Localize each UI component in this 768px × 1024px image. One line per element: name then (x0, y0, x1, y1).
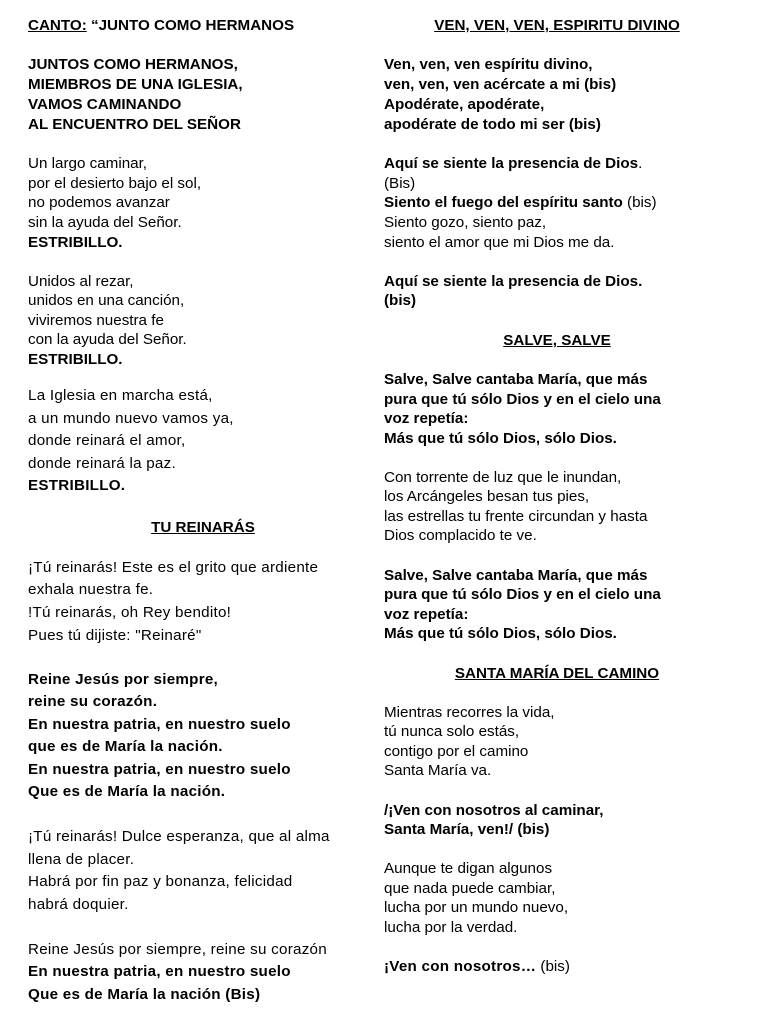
verse-line: habrá doquier. (28, 896, 129, 913)
presence-line (384, 154, 642, 174)
verse-line: llena de placer. (28, 851, 135, 868)
verse-line: Siento gozo, siento paz, (384, 214, 547, 231)
chorus-line: Ven, ven, ven espíritu divino, (384, 56, 593, 73)
verse-line: contigo por el camino (384, 743, 529, 760)
verse-line: no podemos avanzar (28, 194, 170, 211)
chorus-line: En nuestra patria, en nuestro suelo (28, 716, 291, 733)
verse-line: lucha por la verdad. (384, 919, 518, 936)
chorus-line: Más que tú sólo Dios, sólo Dios. (384, 625, 617, 642)
chorus-line: MIEMBROS DE UNA IGLESIA, (28, 76, 243, 93)
verse-line: Un largo caminar, (28, 155, 148, 172)
chorus-line: pura que tú sólo Dios y en el cielo una (384, 586, 661, 603)
section-title-santa-maria: SANTA MARÍA DEL CAMINO (454, 665, 660, 682)
verse-line: ¡Tú reinarás! Este es el grito que ardiente (28, 559, 319, 576)
chorus-line: /¡Ven con nosotros al caminar, (384, 802, 604, 819)
verse-line: Con torrente de luz que le inundan, (384, 469, 622, 486)
verse-line: exhala nuestra fe. (28, 581, 154, 598)
chorus-line: En nuestra patria, en nuestro suelo (28, 761, 291, 778)
chorus-line: Reine Jesús por siempre, (28, 671, 219, 688)
estribillo-label: ESTRIBILLO. (28, 477, 126, 494)
presence-line: Aquí se siente la presencia de Dios. (384, 273, 643, 290)
chorus-line: Más que tú sólo Dios, sólo Dios. (384, 430, 617, 447)
verse-line: Dios complacido te ve. (384, 527, 537, 544)
bis-marker: (bis) (384, 292, 417, 309)
verse-line: Aunque te digan algunos (384, 860, 553, 877)
chorus-line: JUNTOS COMO HERMANOS, (28, 56, 238, 73)
verse-line: por el desierto bajo el sol, (28, 175, 202, 192)
canto-label: CANTO: (28, 17, 87, 34)
verse-line: Mientras recorres la vida, (384, 704, 555, 721)
verse-line: con la ayuda del Señor. (28, 331, 187, 348)
verse-line: siento el amor que mi Dios me da. (384, 234, 615, 251)
chorus-line: Apodérate, apodérate, (384, 96, 545, 113)
fuego-text: Siento el fuego del espíritu santo (384, 194, 623, 211)
verse-line: La Iglesia en marcha está, (28, 387, 213, 404)
final-bold-text: ¡Ven con nosotros… (384, 958, 537, 975)
presence-dot: . (638, 155, 643, 172)
chorus-line: En nuestra patria, en nuestro suelo (28, 963, 291, 980)
canto-song-name: “JUNTO COMO HERMANOS (86, 17, 295, 34)
chorus-line: pura que tú sólo Dios y en el cielo una (384, 391, 661, 408)
estribillo-label: ESTRIBILLO. (28, 234, 123, 251)
verse-line: sin la ayuda del Señor. (28, 214, 182, 231)
chorus-line: Que es de María la nación (Bis) (28, 986, 261, 1003)
section-title-ven: VEN, VEN, VEN, ESPIRITU DIVINO (434, 17, 680, 34)
bis-marker: (bis) (536, 958, 570, 975)
chorus-line: voz repetía: (384, 410, 469, 427)
bis-marker: (bis) (622, 194, 657, 211)
verse-line: ¡Tú reinarás! Dulce esperanza, que al alma (28, 828, 330, 845)
fuego-line (384, 193, 657, 213)
canto-title (28, 16, 294, 36)
verse-line: Habrá por fin paz y bonanza, felicidad (28, 873, 293, 890)
chorus-line: que es de María la nación. (28, 738, 223, 755)
chorus-line: reine su corazón. (28, 693, 158, 710)
chorus-line: Que es de María la nación. (28, 783, 226, 800)
verse-line: donde reinará la paz. (28, 455, 176, 472)
section-title-salve: SALVE, SALVE (503, 332, 611, 349)
chorus-line: voz repetía: (384, 606, 469, 623)
presence-text: Aquí se siente la presencia de Dios (384, 155, 639, 172)
chorus-line: Santa María, ven!/ (bis) (384, 821, 550, 838)
chorus-line: AL ENCUENTRO DEL SEÑOR (28, 116, 241, 133)
verse-line: tú nunca solo estás, (384, 723, 520, 740)
section-title-tu-reinaras: TU REINARÁS (151, 519, 255, 536)
verse-line: Unidos al rezar, (28, 273, 134, 290)
chorus-line: ven, ven, ven acércate a mi (bis) (384, 76, 617, 93)
verse-line: lucha por un mundo nuevo, (384, 899, 569, 916)
final-line (384, 957, 570, 977)
verse-line: Reine Jesús por siempre, reine su corazón (28, 941, 327, 958)
verse-line: unidos en una canción, (28, 292, 185, 309)
bis-marker: (Bis) (384, 175, 416, 192)
chorus-line: VAMOS CAMINANDO (28, 96, 182, 113)
verse-line: los Arcángeles besan tus pies, (384, 488, 590, 505)
verse-line: viviremos nuestra fe (28, 312, 164, 329)
estribillo-label: ESTRIBILLO. (28, 351, 123, 368)
chorus-line: apodérate de todo mi ser (bis) (384, 116, 601, 133)
verse-line: las estrellas tu frente circundan y hasta (384, 508, 648, 525)
verse-line: Pues tú dijiste: "Reinaré" (28, 627, 202, 644)
verse-line: donde reinará el amor, (28, 432, 186, 449)
chorus-line: Salve, Salve cantaba María, que más (384, 371, 648, 388)
verse-line: Santa María va. (384, 762, 492, 779)
verse-line: !Tú reinarás, oh Rey bendito! (28, 604, 232, 621)
verse-line: a un mundo nuevo vamos ya, (28, 410, 234, 427)
verse-line: que nada puede cambiar, (384, 880, 556, 897)
chorus-line: Salve, Salve cantaba María, que más (384, 567, 648, 584)
